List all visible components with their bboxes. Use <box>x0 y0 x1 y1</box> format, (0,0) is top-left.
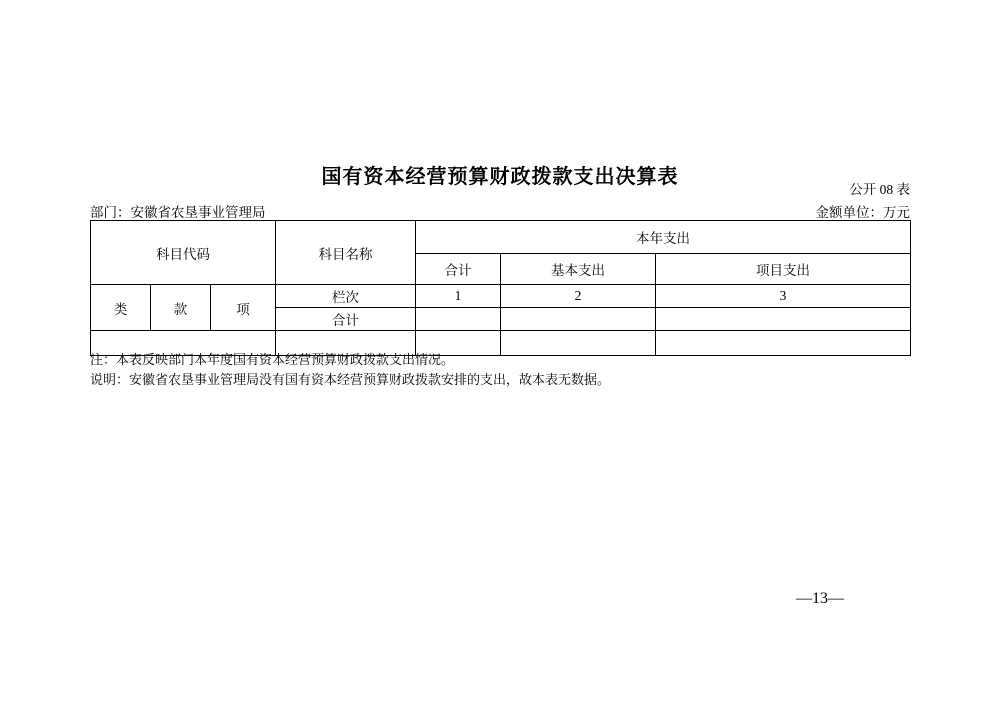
cell-total-basic <box>501 308 656 331</box>
amount-unit-line: 金额单位：万元 <box>815 205 910 220</box>
department-line: 部门：安徽省农垦事业管理局 <box>90 205 266 220</box>
header-project-expenditure: 项目支出 <box>656 254 911 285</box>
table-header-row-1 <box>91 221 911 254</box>
header-subject-code: 科目代码 <box>91 221 276 285</box>
header-current-year-expenditure: 本年支出 <box>416 221 911 254</box>
budget-table-wrapper <box>90 220 910 356</box>
row-label-total: 合计 <box>276 308 416 331</box>
header-basic-expenditure: 基本支出 <box>501 254 656 285</box>
budget-table <box>90 220 911 356</box>
header-subject-name: 科目名称 <box>276 221 416 285</box>
header-class: 类 <box>91 285 151 331</box>
header-item: 项 <box>211 285 276 331</box>
cell-total-project <box>656 308 911 331</box>
cell-order-project: 3 <box>656 285 911 308</box>
cell-order-total: 1 <box>416 285 501 308</box>
note-line-1: 注：本表反映部门本年度国有资本经营预算财政拨款支出情况。 <box>90 352 455 367</box>
public-number: 公开 08 表 <box>849 182 910 197</box>
page-title: 国有资本经营预算财政拨款支出决算表 <box>321 166 679 188</box>
page-number: —13— <box>796 590 844 607</box>
table-header-row-3 <box>91 285 911 308</box>
row-label-column-order: 栏次 <box>276 285 416 308</box>
cell-order-basic: 2 <box>501 285 656 308</box>
header-section: 款 <box>151 285 211 331</box>
table-notes <box>90 350 920 390</box>
cell-total-total <box>416 308 501 331</box>
note-line-2: 说明：安徽省农垦事业管理局没有国有资本经营预算财政拨款安排的支出，故本表无数据。 <box>90 372 611 387</box>
header-total: 合计 <box>416 254 501 285</box>
